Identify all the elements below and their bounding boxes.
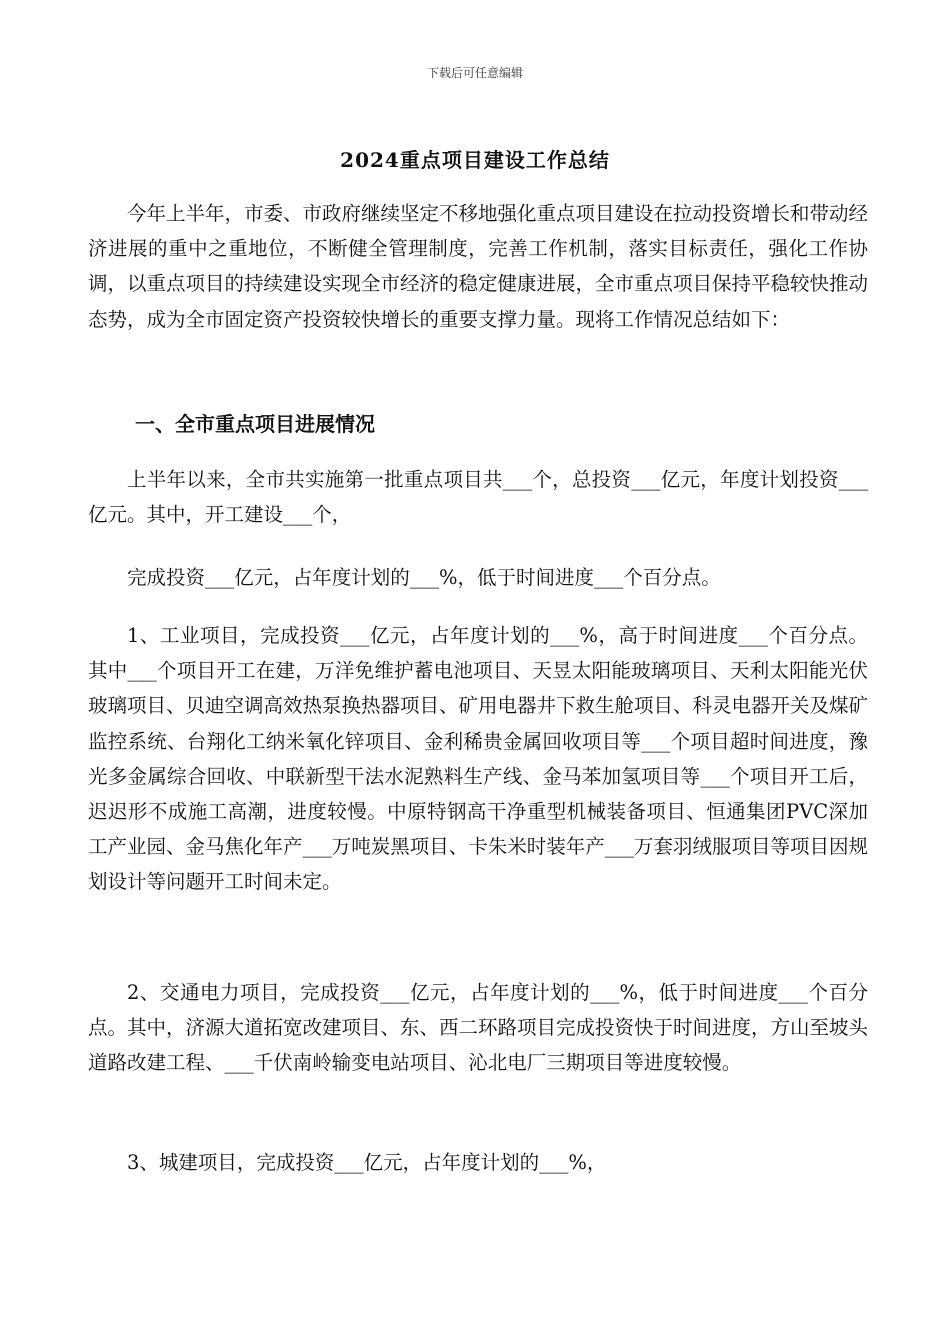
intro-paragraph: 今年上半年，市委、市政府继续坚定不移地强化重点项目建设在拉动投资增长和带动经济进展的重中之重地位，不断健全管理制度，完善工作机制，落实目标责任，强化工作协调，以重点项目的持续建设实现全市经济的稳定健康进展，全市重点项目保持平稳较快推动态势，成为全市固定资产投资较快增长的重要支撑力量。现将工作情况总结如下： xyxy=(88,202,869,331)
section-heading: 一、全市重点项目进展情况 xyxy=(135,412,375,436)
paragraph-3: 1、工业项目，完成投资___亿元，占年度计划的___%，高于时间进度___个百分点。其中___个项目开工在建，万洋免维护蓄电池项目、天昱太阳能玻璃项目、天利太阳能光伏玻璃项目、贝迪空调高效热泵换热器项目、矿用电器井下救生舱项目、科灵电器开关及煤矿监控系统、台翔化工纳米氧化锌项目、金利稀贵金属回收项目等___个项目超时间进度，豫光多金属综合回收、中联新型干法水泥熟料生产线、金马苯加氢项目等___个项目开工后，迟迟形不成施工高潮，进度较慢。中原特钢高干净重型机械装备项目、恒通集团PVC深加工产业园、金马焦化年产___万吨炭黑项目、卡朱米时装年产___万套羽绒服项目等项目因规划设计等问题开工时间未定。 xyxy=(88,624,869,894)
document-title: 2024重点项目建设工作总结 xyxy=(340,148,610,172)
header-note: 下载后可任意编辑 xyxy=(426,66,523,80)
paragraph-1: 上半年以来，全市共实施第一批重点项目共___个，总投资___亿元，年度计划投资___亿元。其中，开工建设___个， xyxy=(88,468,868,527)
paragraph-5: 3、城建项目，完成投资___亿元，占年度计划的___%， xyxy=(127,1151,607,1174)
paragraph-4: 2、交通电力项目，完成投资___亿元，占年度计划的___%，低于时间进度___个百分点。其中，济源大道拓宽改建项目、东、西二环路项目完成投资快于时间进度，方山至坡头道路改建工程、___千伏南岭输变电站项目、沁北电厂三期项目等进度较慢。 xyxy=(88,981,869,1075)
paragraph-block-5 xyxy=(88,1145,868,1180)
paragraph-block-4 xyxy=(88,975,868,1081)
paragraph-block-1 xyxy=(88,462,868,532)
paragraph-block-2 xyxy=(88,560,868,595)
paragraph-2: 完成投资___亿元，占年度计划的___%，低于时间进度___个百分点。 xyxy=(127,566,721,589)
paragraph-block-3 xyxy=(88,618,868,900)
intro-block xyxy=(88,196,868,337)
